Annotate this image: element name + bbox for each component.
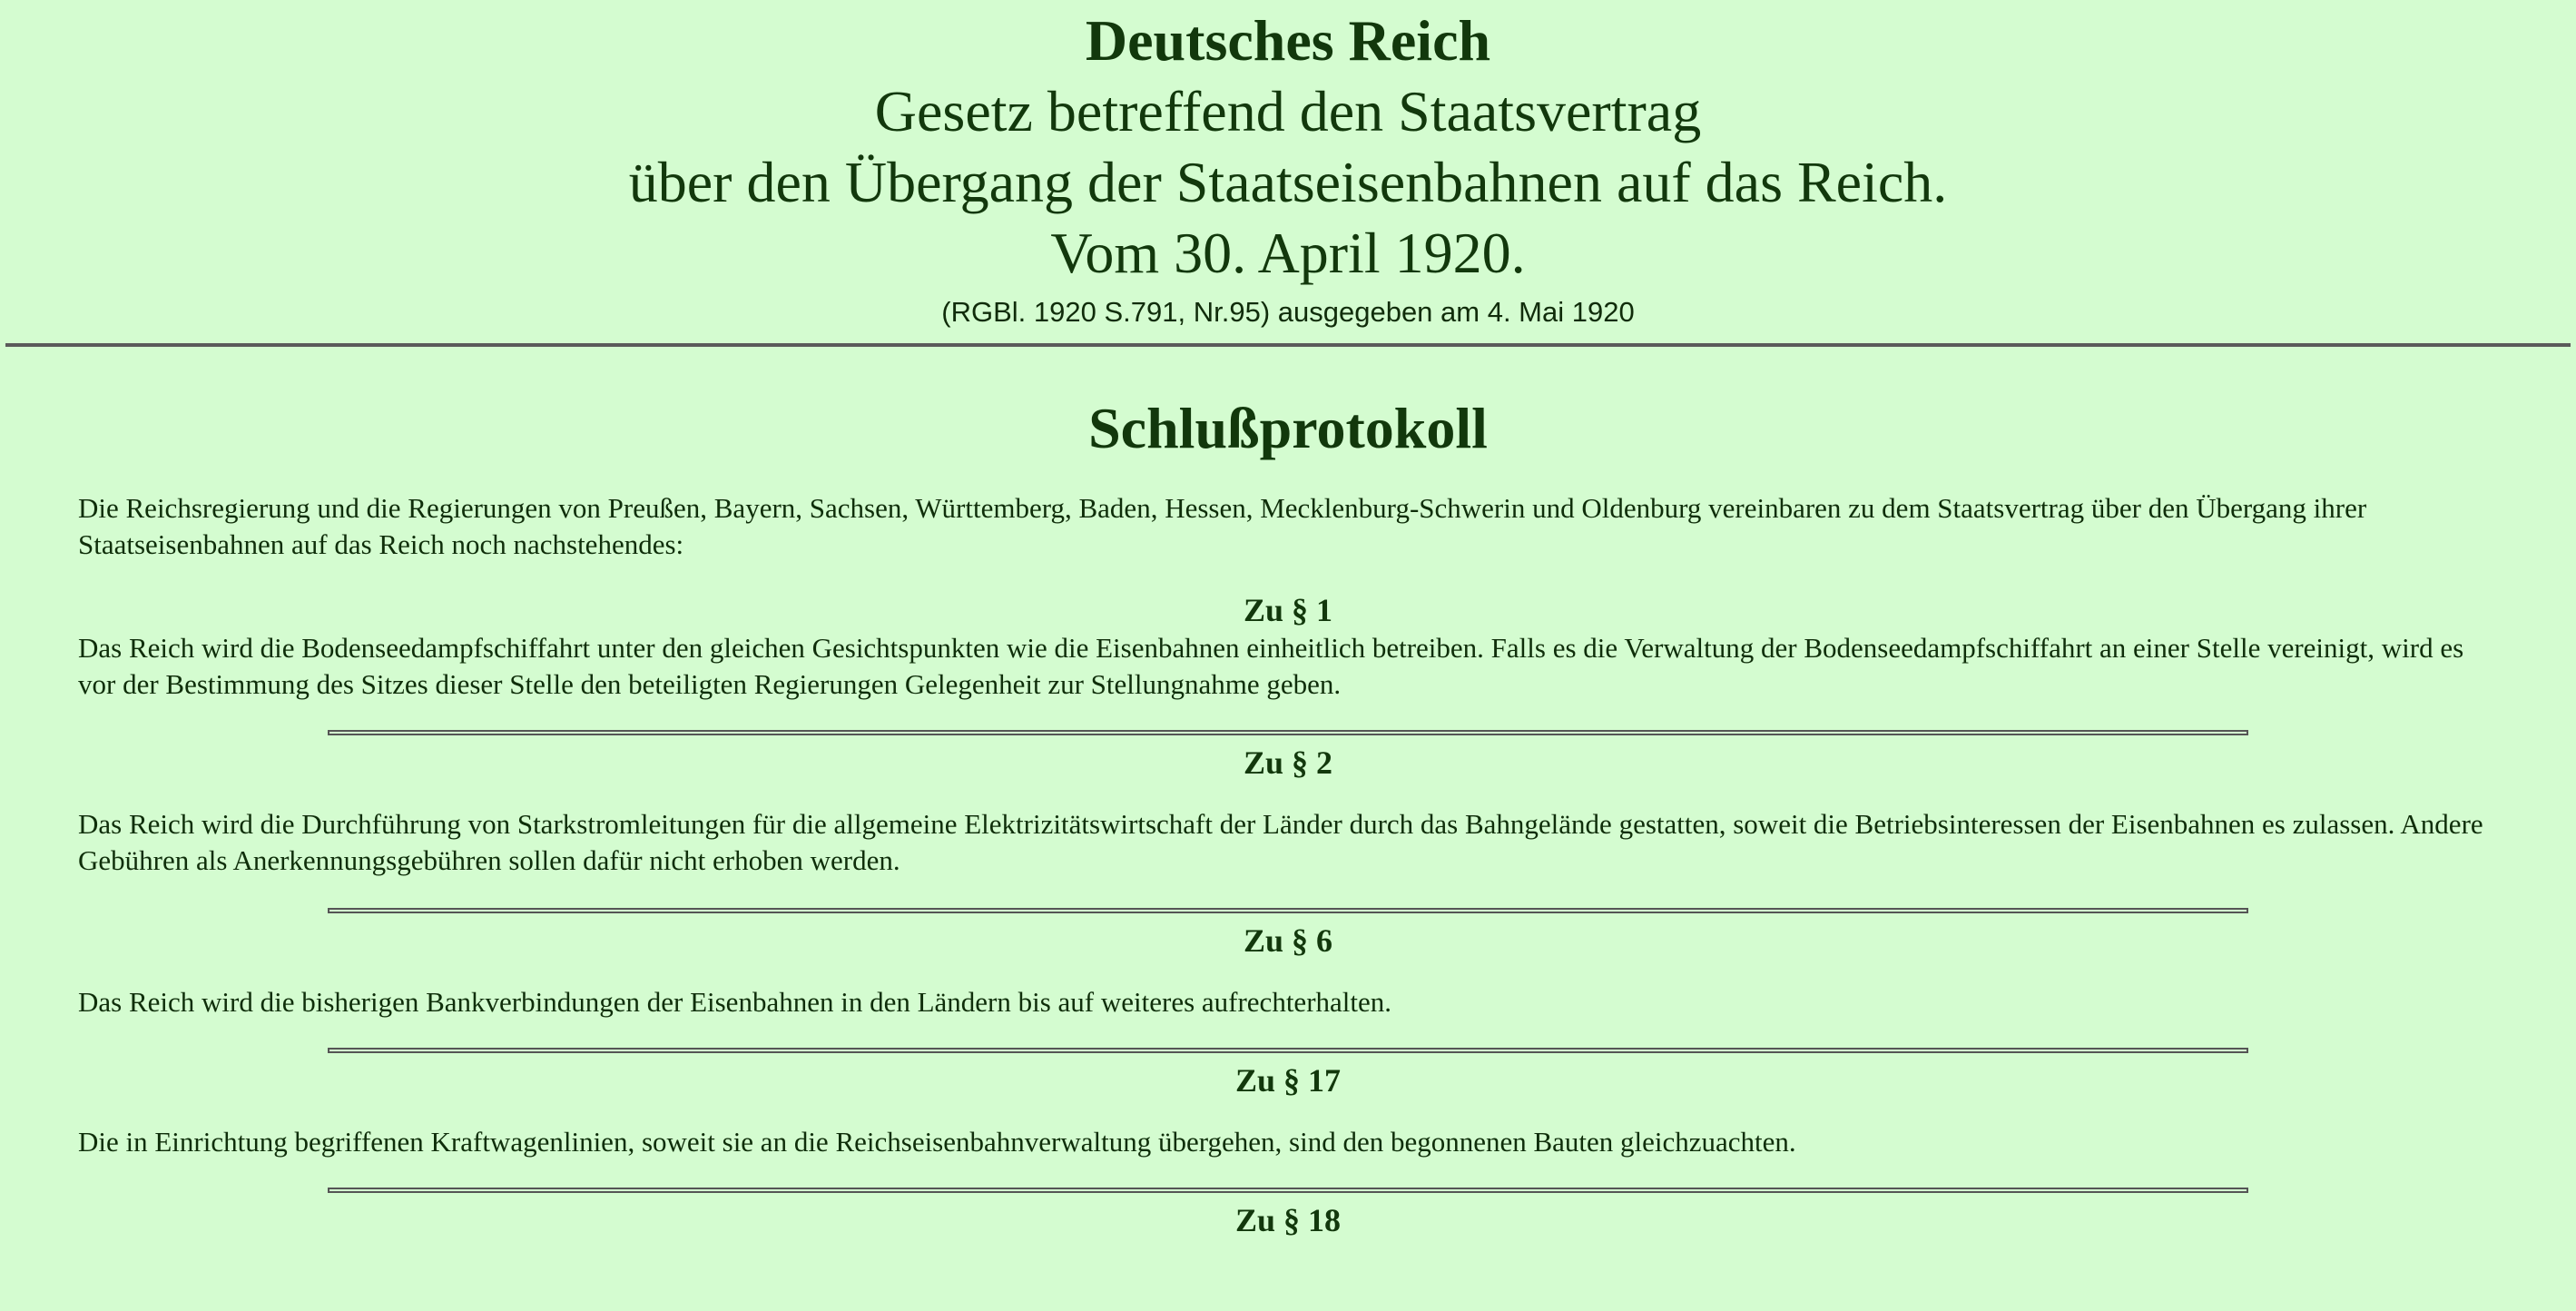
header-law-title-line-2: über den Übergang der Staatseisenbahnen auf das Reich. — [628, 150, 1948, 214]
header-title: Deutsches Reich — [1085, 8, 1491, 73]
article-text: Das Reich wird die bisherigen Bankverbindungen der Eisenbahnen in den Ländern bis auf weiteres aufrechterhalten. — [78, 986, 1392, 1018]
article-heading: Zu § 1 — [1243, 592, 1333, 628]
article-heading: Zu § 18 — [1234, 1202, 1342, 1238]
article-text: Das Reich wird die Durchführung von Starkstromleitungen für die allgemeine Elektrizitätswirtschaft der Länder durch das Bahngelände gestatten, soweit die Betriebsinteressen der Eisenbahnen es zulassen. Andere Gebühren als Anerkennungsgebühren sollen dafür nicht erhoben werden. — [78, 808, 2483, 876]
article-separator — [328, 1188, 2248, 1193]
article-text: Die in Einrichtung begriffenen Kraftwagenlinien, soweit sie an die Reichseisenbahnverwaltung übergehen, sind den begonnenen Bauten gleichzuachten. — [78, 1126, 1796, 1158]
header-source-citation: (RGBl. 1920 S.791, Nr.95) ausgegeben am 4. Mai 1920 — [941, 296, 1635, 328]
header-divider — [5, 343, 2571, 347]
header-law-title-line-1: Gesetz betreffend den Staatsvertrag — [874, 79, 1702, 143]
document-header — [0, 0, 2576, 330]
header-date: Vom 30. April 1920. — [1050, 221, 1526, 285]
article-heading: Zu § 17 — [1234, 1062, 1342, 1099]
article-text: Das Reich wird die Bodenseedampfschiffahrt unter den gleichen Gesichtspunkten wie die Eisenbahnen einheitlich betreiben. Falls es die Verwaltung der Bodenseedampfschiffahrt an einer Stelle vereinigt, wird es vor der Bestimmung des Sitzes dieser Stelle den beteiligten Regierungen Gelegenheit zur Stellungnahme geben. — [78, 632, 2464, 700]
article-heading: Zu § 6 — [1243, 922, 1333, 959]
article-heading: Zu § 2 — [1243, 744, 1333, 781]
intro-paragraph: Die Reichsregierung und die Regierungen von Preußen, Bayern, Sachsen, Württemberg, Baden, Hessen, Mecklenburg-Schwerin und Oldenburg vereinbaren zu dem Staatsvertrag über den Übergang ihrer Staatseisenbahnen auf das Reich noch nachstehendes: — [78, 492, 2367, 560]
article-separator — [328, 730, 2248, 735]
article-separator — [328, 1048, 2248, 1053]
section-title: Schlußprotokoll — [1088, 396, 1488, 460]
article-separator — [328, 908, 2248, 913]
document-body — [0, 490, 2576, 1240]
